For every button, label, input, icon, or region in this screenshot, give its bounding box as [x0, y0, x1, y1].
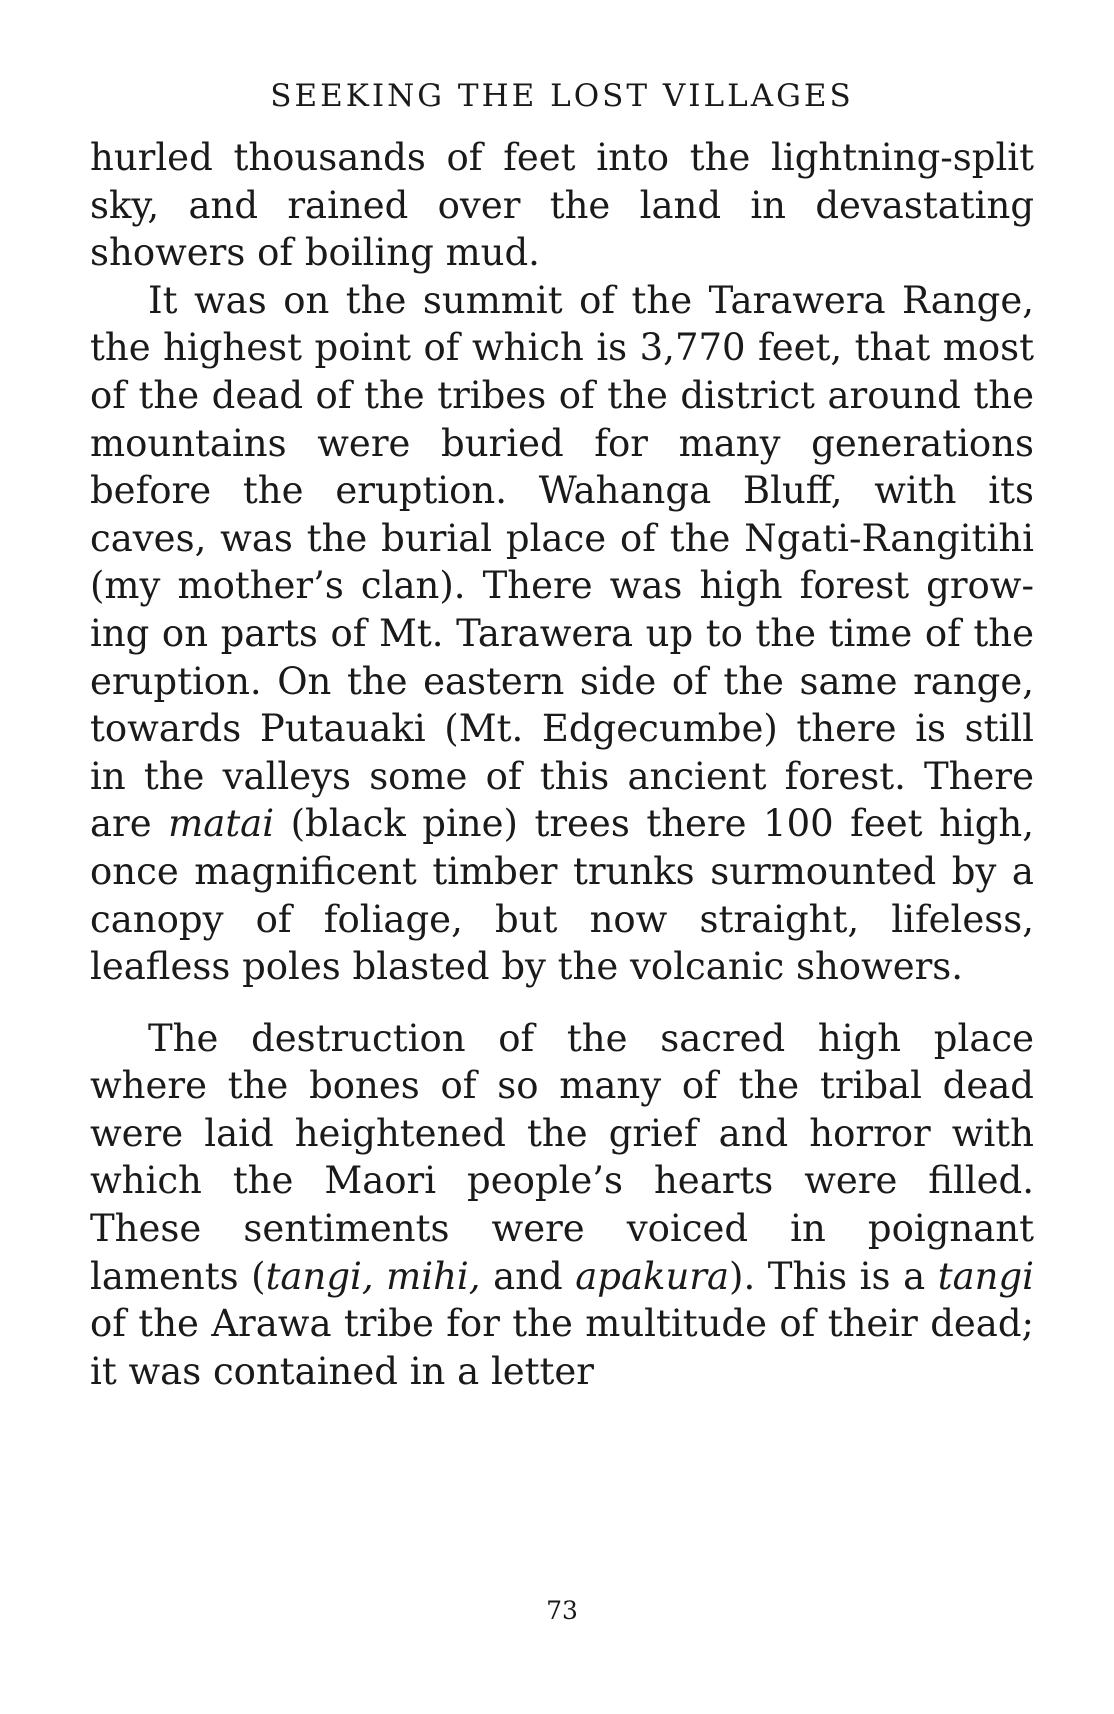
paragraph-1 — [90, 134, 1034, 277]
paragraph-3 — [90, 1015, 1034, 1396]
italic-term: matai — [168, 802, 275, 846]
italic-term: apakura — [575, 1254, 730, 1298]
text-segment: of the Arawa tribe for the multitude of their dead; it was contained in a letter — [90, 1302, 1034, 1393]
page-number: 73 — [546, 1596, 578, 1625]
running-head: SEEKING THE LOST VILLAGES — [270, 78, 854, 114]
italic-term: tangi — [937, 1254, 1034, 1298]
italic-term: tangi, mihi, — [265, 1254, 481, 1298]
book-page — [90, 76, 1034, 1696]
text-segment: (black pine) trees there 100 feet high, once magnificent timber trunks surmounted by a canopy of foliage, but now straight, lifeless, leafless poles blasted by the volcanic showers. — [90, 802, 1034, 989]
text-segment: The destruction of the sacred high place where the bones of so many of the tribal dead were laid heightened the grief and horror with which the Maori people’s hearts were filled. These sentiments were voiced in poignant laments ( — [90, 1016, 1034, 1298]
text-segment: ). This is a — [729, 1254, 938, 1298]
paragraph-2 — [90, 277, 1034, 991]
text-segment: hurled thousands of feet into the lightning-split sky, and rained over the land in devastating showers of boiling mud. — [90, 136, 1034, 275]
text-segment: It was on the summit of the Tarawera Range, the highest point of which is 3,770 feet, that most of the dead of the tribes of the district around the mountains were buried for many generations before the eruption. Wahanga Bluff, with its caves, was the burial place of the Ngati-Rangitihi (my mother’s clan). There was high forest growing on parts of Mt. Tarawera up to the time of the eruption. On the eastern side of the same range, towards Putauaki (Mt. Edgecumbe) there is still in the valleys some of this ancient forest. There are — [90, 278, 1034, 846]
body-text — [90, 134, 1034, 1395]
text-segment: and — [480, 1254, 576, 1298]
